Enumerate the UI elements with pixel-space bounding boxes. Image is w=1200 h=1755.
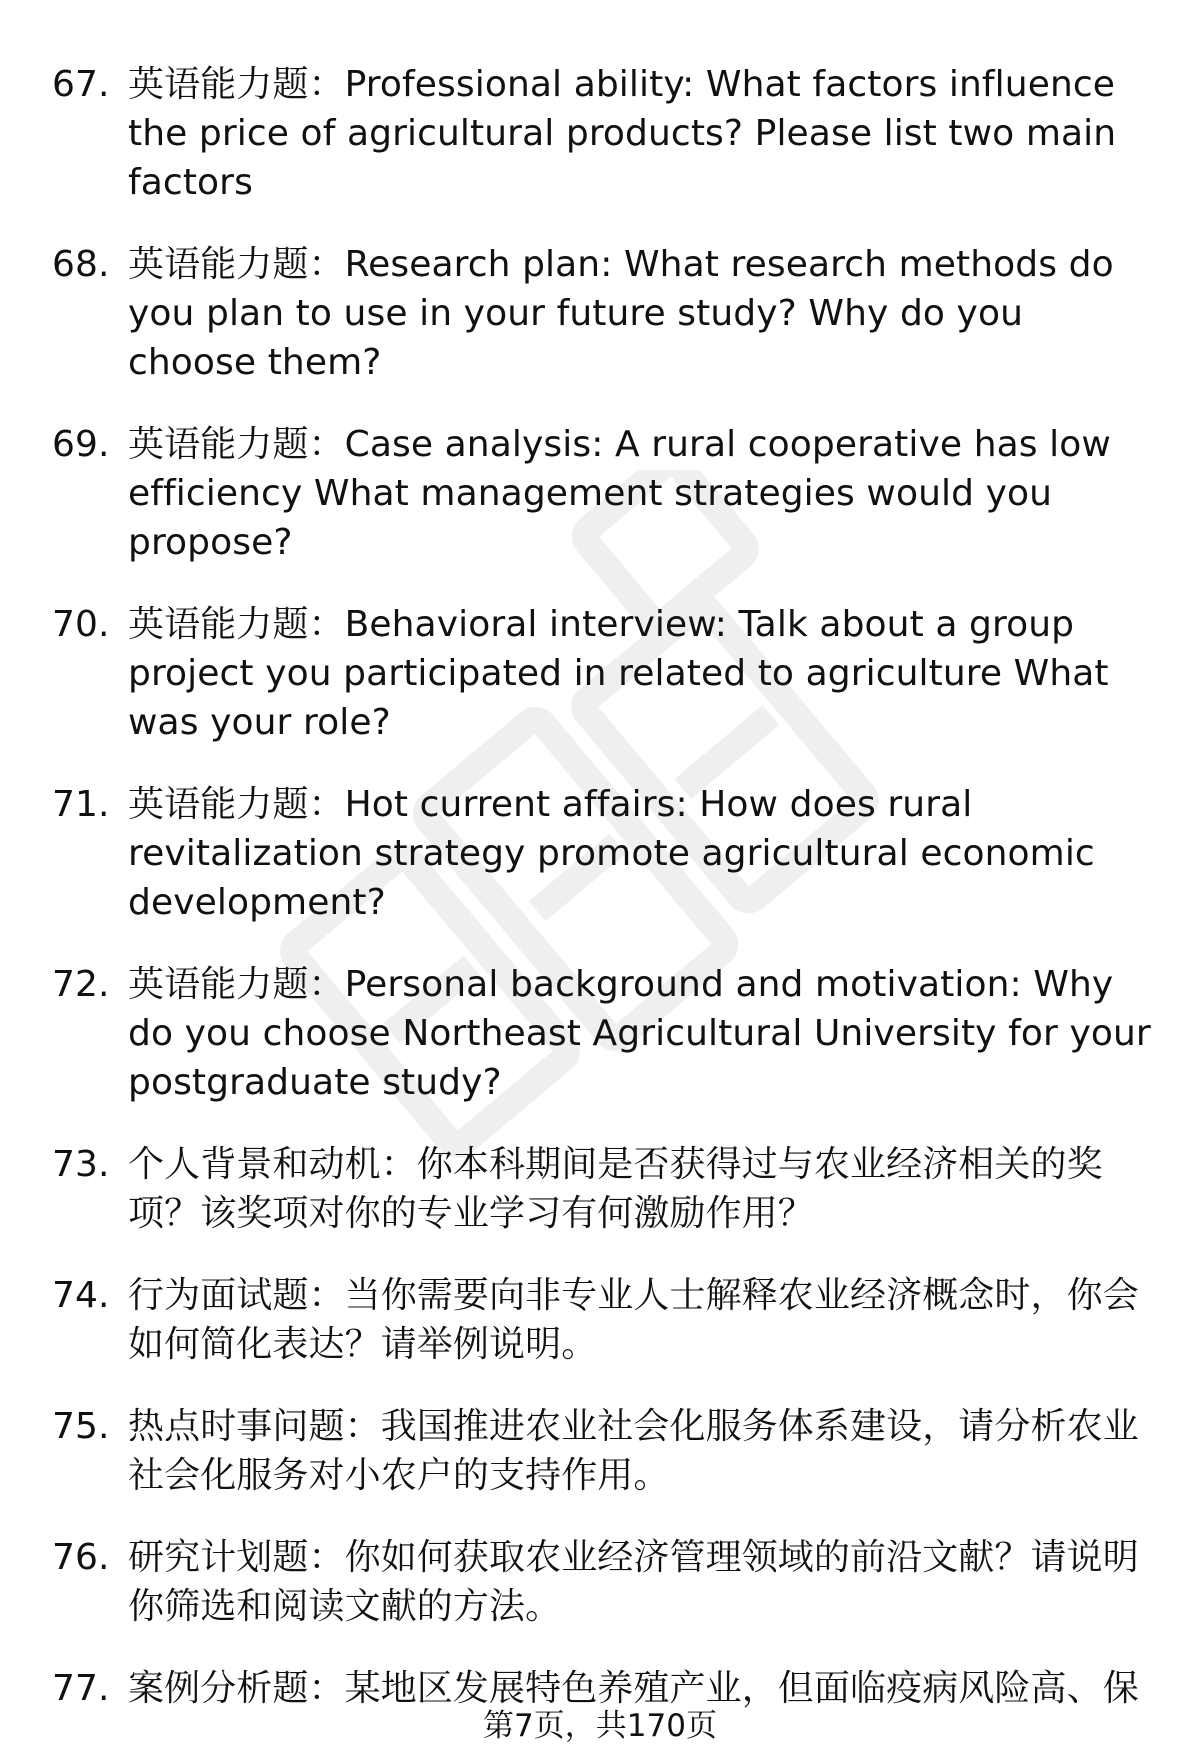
question-item [0, 240, 1200, 387]
question-number: 76. [52, 1537, 110, 1578]
question-list [0, 60, 1200, 1746]
question-text: 英语能力题：Behavioral interview: Talk about a group project you participated in related to agriculture What was your role? [128, 604, 1109, 743]
question-item [0, 1402, 1200, 1500]
question-number: 77. [52, 1668, 110, 1709]
question-text: 热点时事问题：我国推进农业社会化服务体系建设，请分析农业社会化服务对小农户的支持作用。 [128, 1406, 1139, 1496]
question-item [0, 1533, 1200, 1631]
question-text: 英语能力题：Personal background and motivation: Why do you choose Northeast Agricultural University for your postgraduate study? [128, 964, 1151, 1103]
question-item [0, 60, 1200, 207]
question-text: 英语能力题：Professional ability: What factors influence the price of agricultural products? Please list two main factors [128, 64, 1117, 203]
question-number: 70. [52, 604, 110, 645]
question-item [0, 780, 1200, 927]
question-text: 案例分析题：某地区发展特色养殖产业，但面临疫病风险高、保 [128, 1668, 1139, 1709]
question-item [0, 1271, 1200, 1369]
question-text: 英语能力题：Hot current affairs: How does rural revitalization strategy promote agricultural economic development? [128, 784, 1095, 923]
question-item [0, 960, 1200, 1107]
question-number: 68. [52, 244, 110, 285]
page-number-label: 第7页，共170页 [483, 1708, 717, 1744]
question-text: 英语能力题：Case analysis: A rural cooperative has low efficiency What management strategies would you propose? [128, 424, 1111, 563]
question-item [0, 600, 1200, 747]
question-number: 72. [52, 964, 110, 1005]
question-number: 67. [52, 64, 110, 105]
question-number: 69. [52, 424, 110, 465]
question-item [0, 1140, 1200, 1238]
question-text: 英语能力题：Research plan: What research methods do you plan to use in your future study? Why do you choose them? [128, 244, 1114, 383]
question-text: 行为面试题：当你需要向非专业人士解释农业经济概念时，你会如何简化表达？请举例说明。 [128, 1275, 1139, 1365]
page-footer [0, 1706, 1200, 1746]
question-number: 73. [52, 1144, 110, 1185]
question-item [0, 420, 1200, 567]
question-number: 75. [52, 1406, 110, 1447]
question-text: 研究计划题：你如何获取农业经济管理领域的前沿文献？请说明你筛选和阅读文献的方法。 [128, 1537, 1139, 1627]
question-number: 71. [52, 784, 110, 825]
question-number: 74. [52, 1275, 110, 1316]
question-text: 个人背景和动机：你本科期间是否获得过与农业经济相关的奖项？该奖项对你的专业学习有何激励作用？ [128, 1144, 1103, 1234]
